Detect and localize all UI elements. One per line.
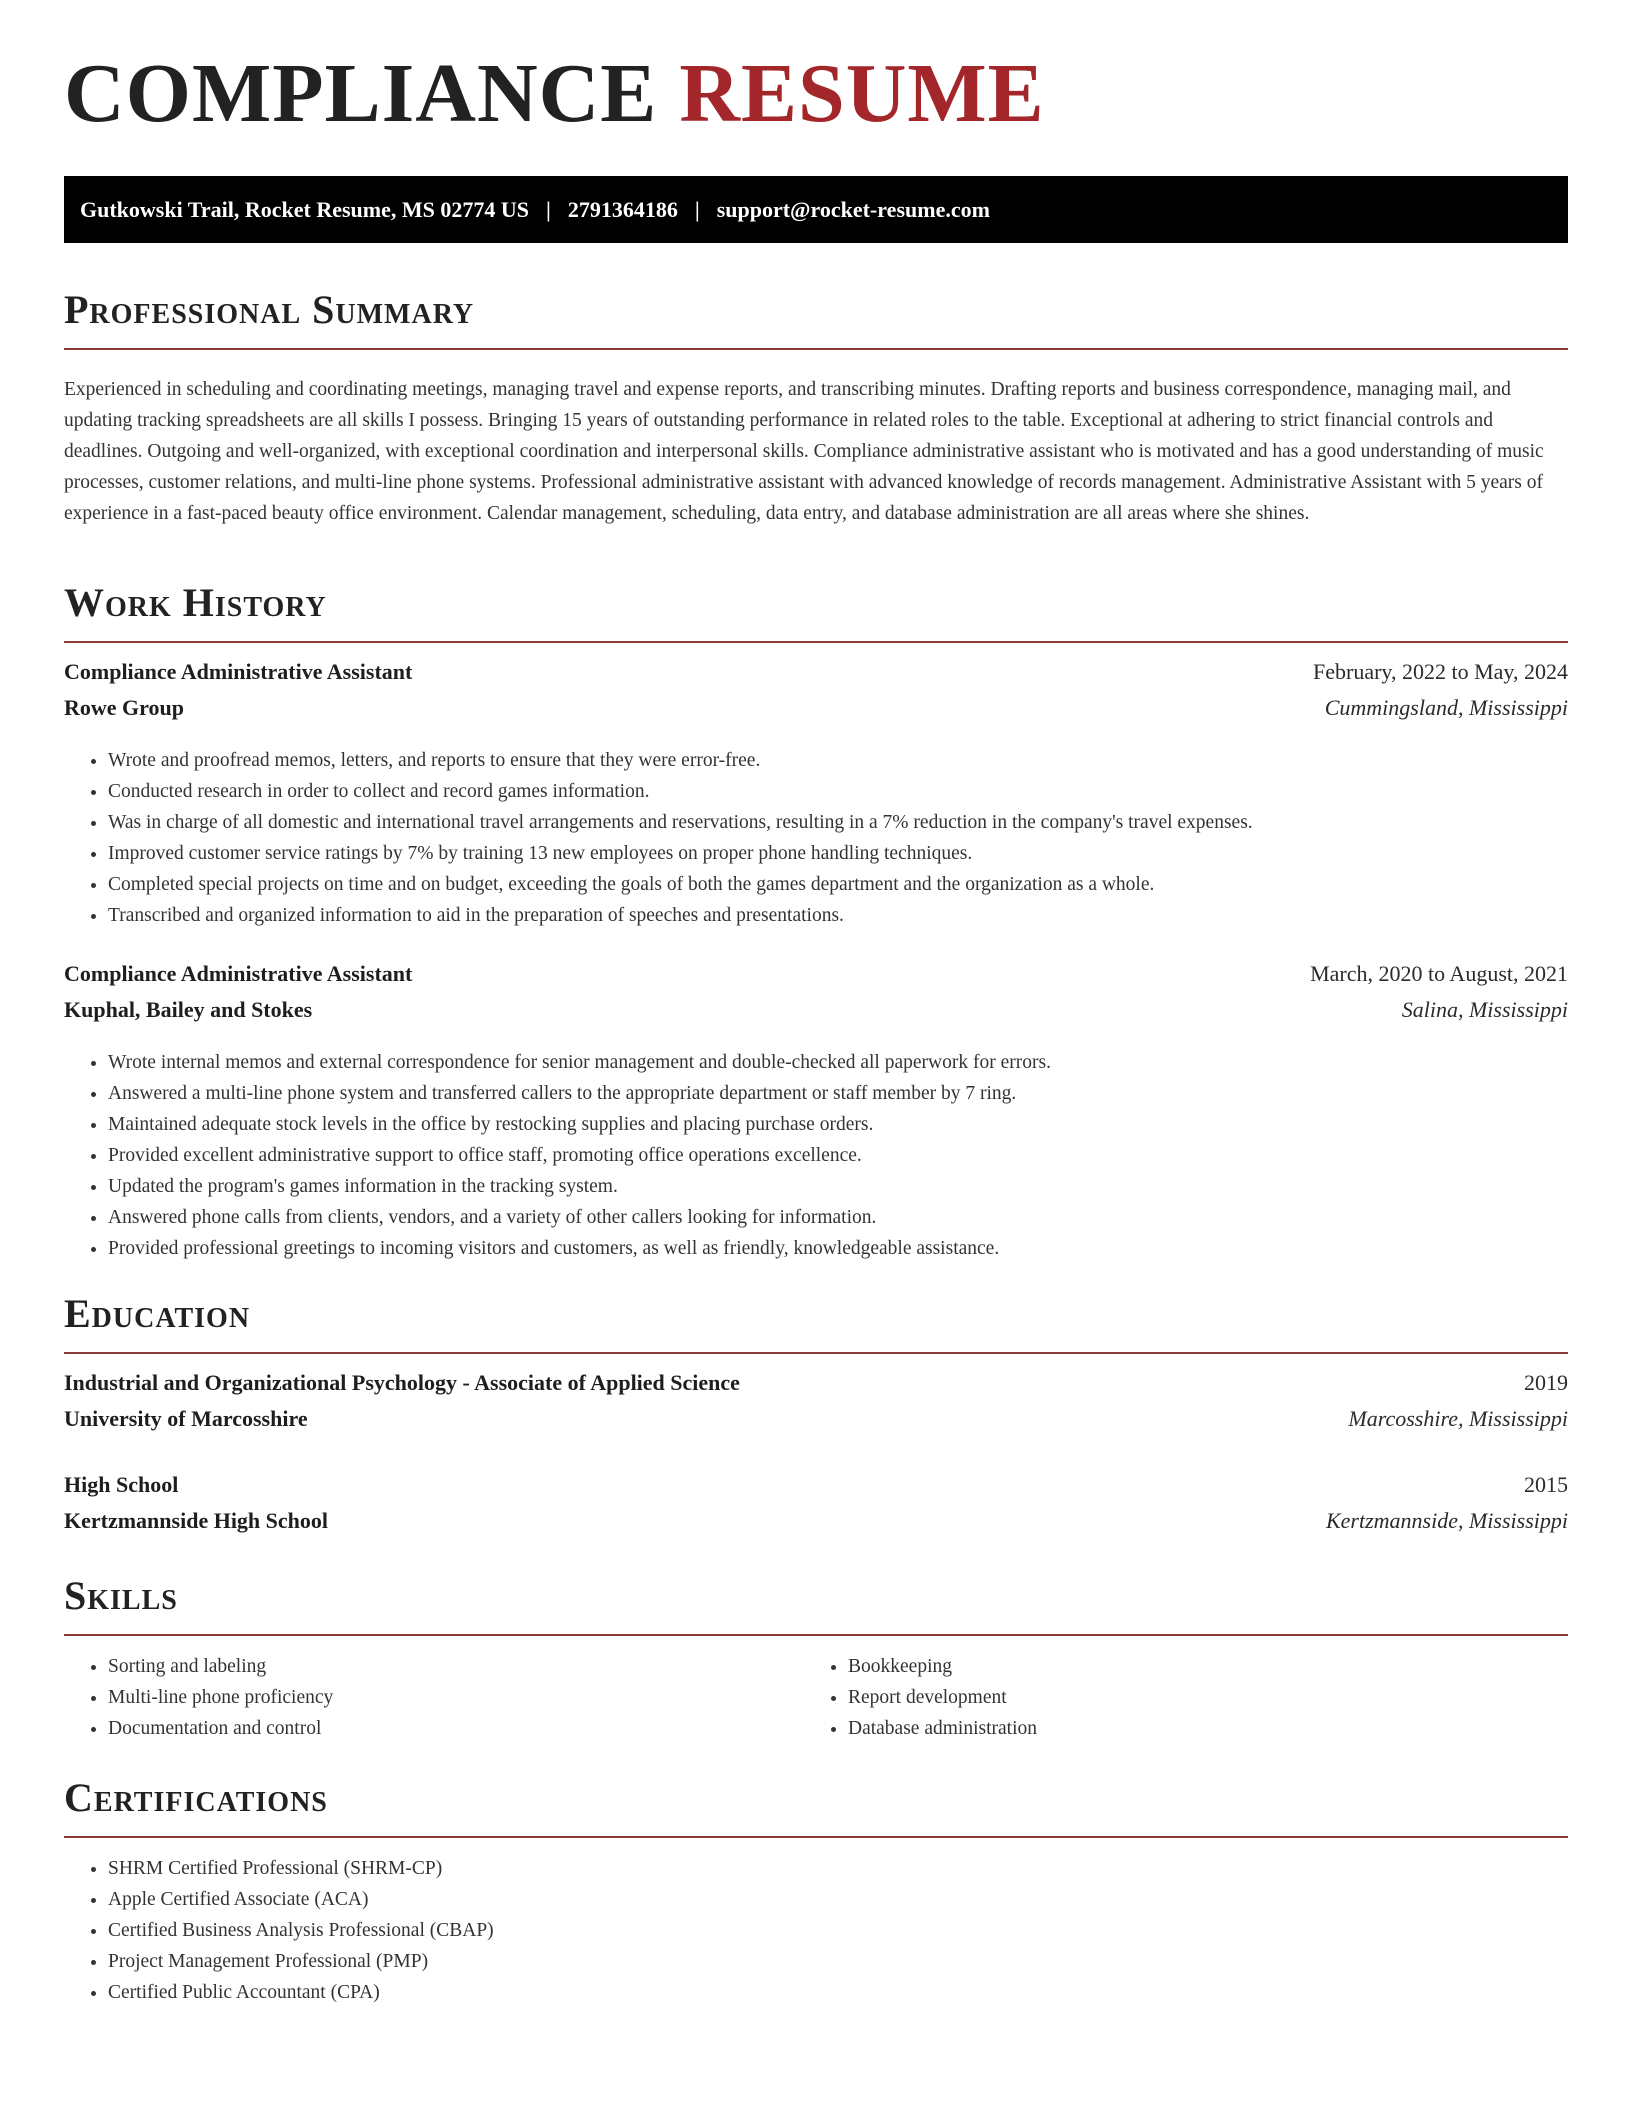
job-location: Cummingsland, Mississippi [1324,695,1568,720]
certifications-list [64,1853,1568,2008]
title-part1: COMPLIANCE [64,47,658,140]
section-divider [64,348,1568,350]
skill-item: • Bookkeeping [848,1651,1548,1682]
section-title-education: Education [64,1291,251,1336]
job-dates: February, 2022 to May, 2024 [1313,659,1568,684]
education-degree: Industrial and Organizational Psychology - Associate of Applied Science [64,1370,740,1395]
certification-item: • Certified Public Accountant (CPA) [108,1977,1568,2008]
contact-phone: 2791364186 [567,196,678,222]
section-title-work: Work History [64,580,327,625]
section-divider [64,1352,1568,1354]
section-title-skills: Skills [64,1573,178,1618]
job-bullets [64,1047,1568,1264]
skill-item: • Documentation and control [108,1713,808,1744]
job-company: Rowe Group [64,695,184,720]
section-divider [64,1836,1568,1838]
skills-list-left [64,1651,808,1744]
skill-item: • Multi-line phone proficiency [108,1682,808,1713]
education-entry [64,1370,1568,1442]
list-item: • Provided excellent administrative support to office staff, promoting office operations excellence. [108,1140,1568,1171]
summary-text: Experienced in scheduling and coordinating meetings, managing travel and expense reports, and transcribing minutes. Drafting reports and business correspondence, managing mail, and updating tracking spreadsheets are all skills I possess. Bringing 15 years of outstanding performance in related roles to the table. Exceptional at adhering to strict financial controls and deadlines. Outgoing and well-organized, with exceptional coordination and interpersonal skills. Compliance administrative assistant who is motivated and has a good understanding of music processes, customer relations, and multi-line phone systems. Professional administrative assistant with advanced knowledge of records management. Administrative Assistant with 5 years of experience in a fast-paced beauty office environment. Calendar management, scheduling, data entry, and database administration are all areas where she shines. [64,379,1544,524]
list-item: • Wrote internal memos and external correspondence for senior management and double-checked all paperwork for errors. [108,1047,1568,1078]
list-item: • Answered phone calls from clients, vendors, and a variety of other callers looking for information. [108,1202,1568,1233]
list-item: • Maintained adequate stock levels in the office by restocking supplies and placing purchase orders. [108,1109,1568,1140]
job-entry [64,961,1568,1033]
list-item: • Wrote and proofread memos, letters, and reports to ensure that they were error-free. [108,745,1568,776]
contact-separator: | [694,196,700,222]
list-item: • Conducted research in order to collect and record games information. [108,776,1568,807]
list-item: • Transcribed and organized information to aid in the preparation of speeches and presentations. [108,900,1568,931]
certification-item: • Certified Business Analysis Professional (CBAP) [108,1915,1568,1946]
section-title-summary: Professional Summary [64,287,475,332]
contact-address: Gutkowski Trail, Rocket Resume, MS 02774 US [80,196,529,222]
skill-item: • Database administration [848,1713,1548,1744]
education-location: Marcosshire, Mississippi [1348,1406,1568,1431]
education-school: University of Marcosshire [64,1406,308,1431]
contact-email[interactable]: support@rocket-resume.com [716,196,990,222]
education-degree: High School [64,1472,179,1497]
section-divider [64,1634,1568,1636]
list-item: • Was in charge of all domestic and international travel arrangements and reservations, resulting in a 7% reduction in the company's travel expenses. [108,807,1568,838]
work-section-heading [64,580,1568,625]
contact-bar [64,176,1568,243]
list-item: • Completed special projects on time and on budget, exceeding the goals of both the games department and the organization as a whole. [108,869,1568,900]
list-item: • Provided professional greetings to incoming visitors and customers, as well as friendly, knowledgeable assistance. [108,1233,1568,1264]
certification-item: • SHRM Certified Professional (SHRM-CP) [108,1853,1568,1884]
title-part2: RESUME [679,47,1045,140]
certification-item: • Project Management Professional (PMP) [108,1946,1568,1977]
list-item: • Improved customer service ratings by 7% by training 13 new employees on proper phone handling techniques. [108,838,1568,869]
job-title: Compliance Administrative Assistant [64,659,413,684]
job-location: Salina, Mississippi [1401,997,1568,1022]
skills-section-heading [64,1573,1568,1618]
education-entry [64,1472,1568,1544]
resume-title [64,47,1045,140]
job-entry [64,659,1568,731]
contact-separator: | [545,196,551,222]
education-year: 2015 [1524,1472,1568,1497]
section-title-certifications: Certifications [64,1775,328,1820]
skill-item: • Report development [848,1682,1548,1713]
summary-section-heading [64,287,1568,332]
certifications-section-heading [64,1775,1568,1820]
job-company: Kuphal, Bailey and Stokes [64,997,313,1022]
education-school: Kertzmannside High School [64,1508,329,1533]
section-divider [64,641,1568,643]
job-dates: March, 2020 to August, 2021 [1310,961,1568,986]
skills-list-right [804,1651,1548,1744]
job-title: Compliance Administrative Assistant [64,961,413,986]
list-item: • Updated the program's games information in the tracking system. [108,1171,1568,1202]
job-bullets [64,745,1568,931]
skill-item: • Sorting and labeling [108,1651,808,1682]
education-section-heading [64,1291,1568,1336]
education-year: 2019 [1524,1370,1568,1395]
education-location: Kertzmannside, Mississippi [1325,1508,1568,1533]
certification-item: • Apple Certified Associate (ACA) [108,1884,1568,1915]
list-item: • Answered a multi-line phone system and transferred callers to the appropriate department or staff member by 7 ring. [108,1078,1568,1109]
